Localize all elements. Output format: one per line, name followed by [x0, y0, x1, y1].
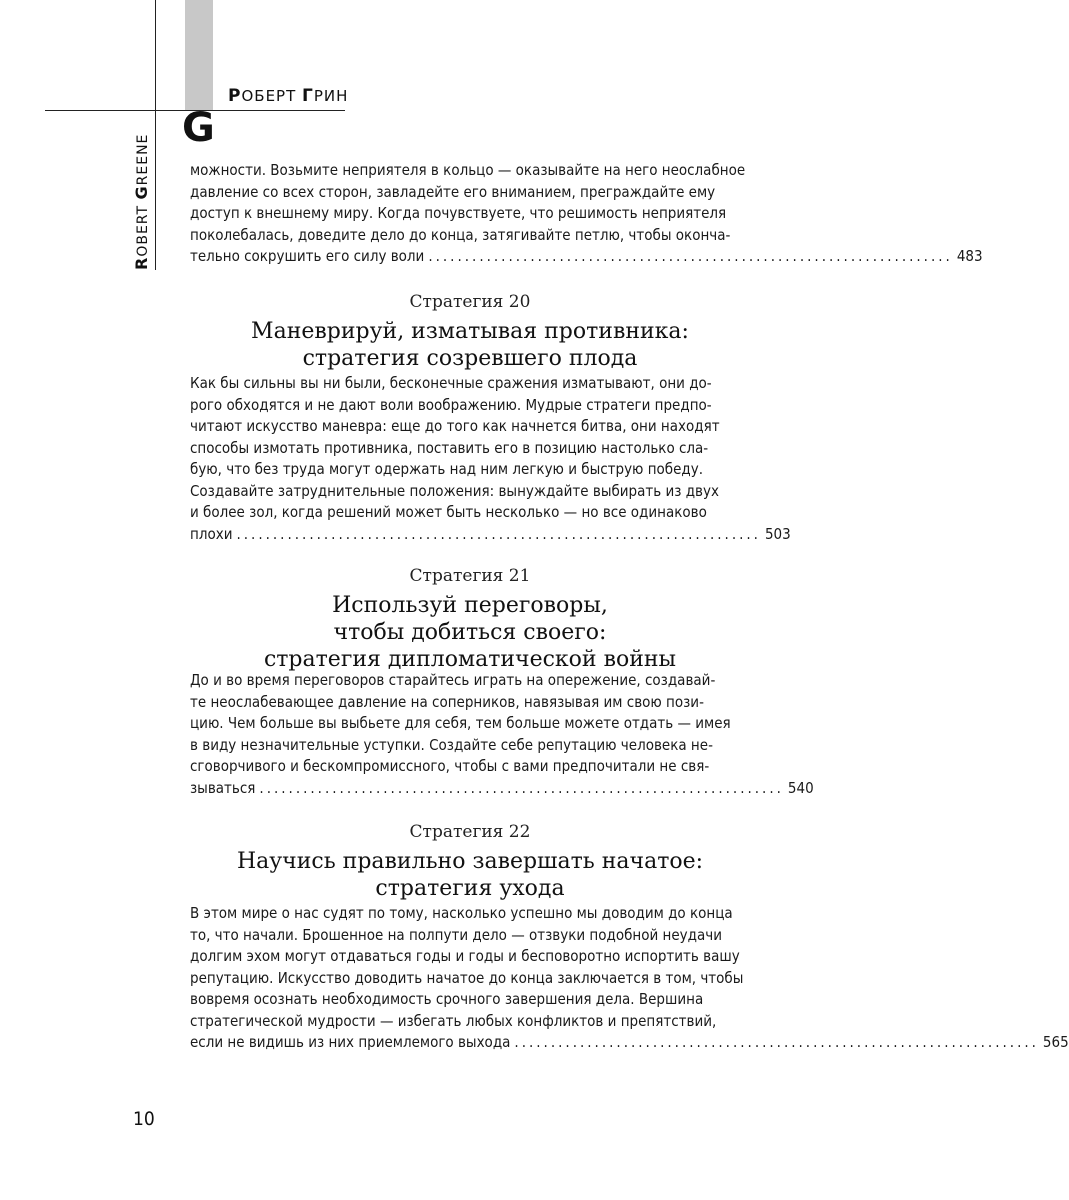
title-line: Маневрируй, изматывая противника: — [251, 319, 689, 344]
author-initial-logo: G — [182, 105, 215, 151]
title-line: стратегия созревшего плода — [302, 346, 638, 371]
text-line: До и во время переговоров старайтесь играть на опережение, создавай- — [190, 671, 716, 689]
toc-last-line-text: если не видишь из них приемлемого выхода — [190, 1033, 511, 1051]
text-line: доступ к внешнему миру. Когда почувствуете, что решимость неприятеля — [190, 204, 727, 222]
toc-entry-line — [190, 778, 814, 800]
strategy-description — [190, 903, 1069, 1054]
toc-page-number: 540 — [787, 778, 814, 797]
strategy-title — [190, 592, 750, 673]
strategy-description — [190, 670, 814, 799]
page-number: 10 — [133, 1108, 155, 1130]
text-line: можности. Возьмите неприятеля в кольцо — оказывайте на него неослабное — [190, 161, 746, 179]
text-line: в виду незначительные уступки. Создайте себе репутацию человека не- — [190, 735, 713, 754]
text-line: Как бы сильны вы ни были, бесконечные сражения изматывают, они до- — [190, 374, 712, 392]
strategy-title — [190, 848, 750, 902]
text-line: долгим эхом могут отдаваться годы и годы и бесповоротно испортить вашу — [190, 947, 740, 965]
text-line: поколебалась, доведите дело до конца, затягивайте петлю, чтобы оконча- — [190, 225, 731, 244]
decorative-vertical-rule — [155, 0, 156, 270]
text-line: то, что начали. Брошенное на полпути дело — отзвуки подобной неудачи — [190, 925, 722, 944]
text-line: давление со всех сторон, завладейте его вниманием, преграждайте ему — [190, 182, 716, 201]
title-line: стратегия ухода — [375, 876, 565, 901]
title-line: Используй переговоры, — [332, 593, 608, 618]
text-line: вовремя осознать необходимость срочного завершения дела. Вершина — [190, 990, 704, 1008]
leader-dots: ........................................................................ — [259, 778, 784, 797]
toc-last-line-text: тельно сокрушить его силу воли — [190, 247, 425, 265]
text-line: те неослабевающее давление на соперников, навязывая им свою пози- — [190, 692, 704, 711]
strategy-label: Стратегия 22 — [409, 822, 531, 842]
toc-entry-line — [190, 246, 983, 268]
strategy-label: Стратегия 21 — [409, 566, 531, 586]
text-line: Создавайте затруднительные положения: вынуждайте выбирать из двух — [190, 481, 719, 500]
text-line: сговорчивого и бескомпромиссного, чтобы с вами предпочитали не свя- — [190, 757, 710, 775]
text-line: репутацию. Искусство доводить начатое до конца заключается в том, чтобы — [190, 968, 744, 987]
toc-page-number: 565 — [1042, 1033, 1069, 1051]
decorative-gray-bar — [185, 0, 213, 110]
strategy-label: Стратегия 20 — [409, 292, 531, 312]
text-line: В этом мире о нас судят по тому, насколько успешно мы доводим до конца — [190, 904, 733, 922]
leader-dots: ........................................................................ — [428, 247, 953, 265]
title-line: чтобы добиться своего: — [333, 620, 607, 645]
title-line: стратегия дипломатической войны — [263, 647, 677, 672]
vertical-author-name: ROBERT GREENE — [132, 133, 151, 270]
intro-text — [190, 160, 983, 268]
toc-last-line-text: зываться — [190, 778, 256, 797]
text-line: стратегической мудрости — избегать любых конфликтов и препятствий, — [190, 1011, 717, 1030]
toc-page-number: 483 — [956, 247, 983, 265]
text-line: и более зол, когда решений может быть несколько — но все одинаково — [190, 503, 707, 521]
strategy-description — [190, 373, 791, 545]
leader-dots: ........................................................................ — [514, 1033, 1039, 1051]
text-line: бую, что без труда могут одержать над ним легкую и быструю победу. — [190, 460, 704, 478]
running-header-author: РОБЕРТ ГРИН — [228, 86, 349, 106]
title-line: Научись правильно завершать начатое: — [236, 849, 704, 874]
leader-dots: ........................................................................ — [236, 524, 761, 543]
text-line: цию. Чем больше вы выбьете для себя, тем больше можете отдать — имея — [190, 714, 731, 732]
toc-entry-line — [190, 524, 791, 546]
toc-entry-line — [190, 1032, 1069, 1054]
toc-page-number: 503 — [764, 524, 791, 543]
text-line: рого обходятся и не дают воли воображению. Мудрые стратеги предпо- — [190, 395, 712, 414]
text-line: читают искусство маневра: еще до того как начнется битва, они находят — [190, 417, 720, 435]
strategy-title — [190, 318, 750, 372]
text-line: способы измотать противника, поставить его в позицию настолько сла- — [190, 438, 709, 457]
toc-last-line-text: плохи — [190, 524, 233, 543]
